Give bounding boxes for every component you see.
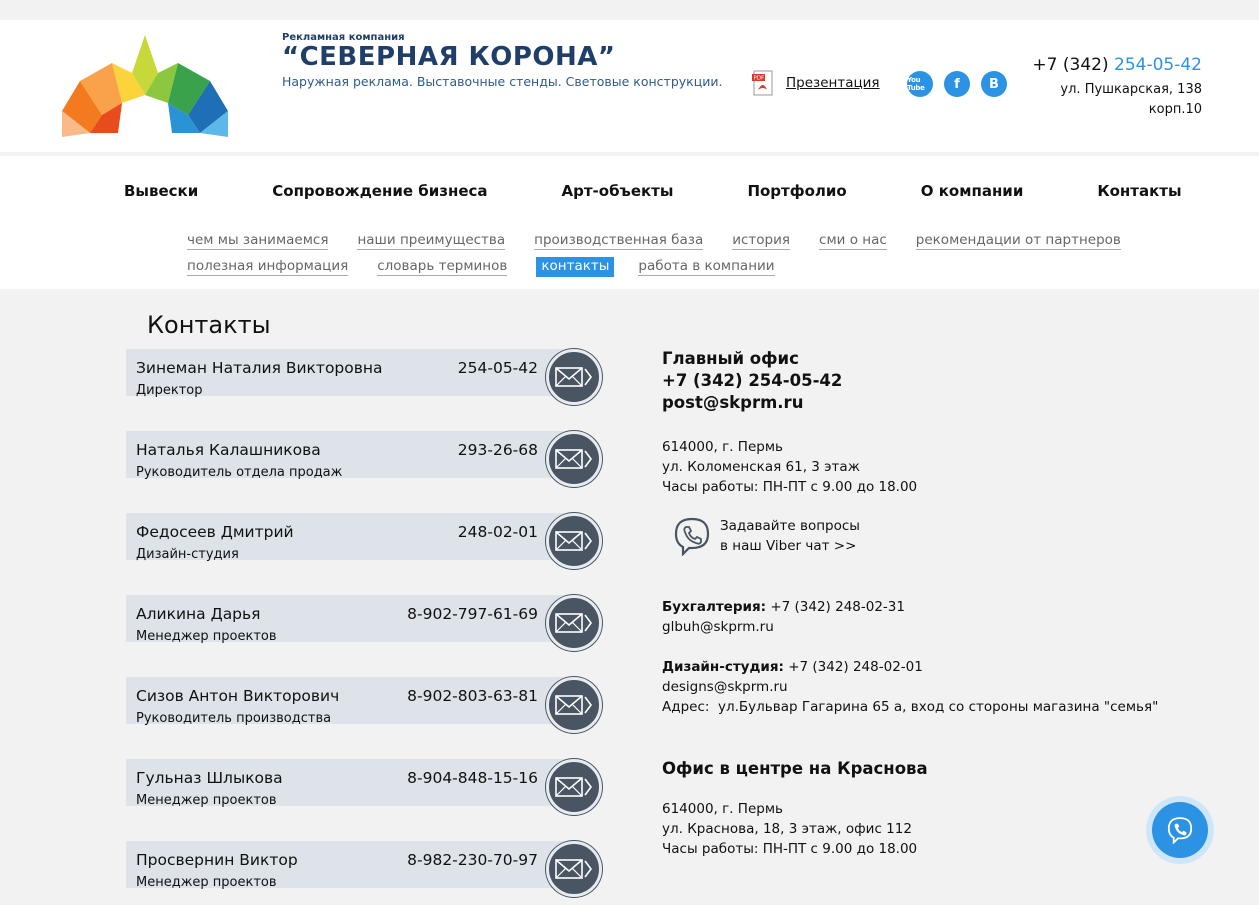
main-office-street: ул. Коломенская 61, 3 этаж [662,459,860,475]
main-office-title: Главный офис [662,349,799,368]
contact-card [126,431,602,487]
header-phone[interactable] [1032,55,1202,75]
accounting-email[interactable]: glbuh@skprm.ru [662,619,774,635]
header-address-line2: корп.10 [1148,102,1202,117]
contact-card [126,841,602,897]
contact-name: Федосеев Дмитрий [136,523,294,541]
contact-name: Зинеман Наталия Викторовна [136,359,383,377]
page-title: Контакты [147,311,271,339]
viber-icon [672,516,712,556]
accounting-line [662,597,905,617]
header-phone-prefix: +7 (342) [1032,55,1109,75]
main-office-city: 614000, г. Пермь [662,439,783,455]
vk-icon[interactable]: B [981,71,1007,97]
submenu-item-production[interactable]: производственная база [534,232,704,248]
send-mail-button[interactable] [546,431,602,487]
submenu-item-contacts-active[interactable]: контакты [536,257,614,277]
submenu-row-2 [187,257,804,277]
brand-small: Рекламная компания [282,32,405,43]
center-office-street: ул. Краснова, 18, 3 этаж, офис 112 [662,821,912,837]
send-mail-button[interactable] [546,677,602,733]
design-studio-phone[interactable]: +7 (342) 248-02-01 [788,659,923,675]
youtube-icon[interactable]: You Tube [907,71,933,97]
presentation-label[interactable]: Презентация [786,75,880,91]
navigation [0,156,1259,289]
envelope-icon [555,776,593,798]
contact-phone[interactable]: 248-02-01 [457,523,538,541]
accounting-label: Бухгалтерия: [662,599,767,615]
contact-name: Аликина Дарья [136,605,261,623]
main-office-email[interactable]: post@skprm.ru [662,393,804,412]
contact-card [126,677,602,733]
contact-name: Сизов Антон Викторович [136,687,340,705]
main-office-hours: Часы работы: ПН-ПТ с 9.00 до 18.00 [662,479,918,495]
send-mail-button[interactable] [546,595,602,651]
contact-name: Гульназ Шлыкова [136,769,283,787]
design-studio-label: Дизайн-студия: [662,659,784,675]
contact-role: Дизайн-студия [136,547,239,562]
menu-item-art-objects[interactable]: Арт-объекты [561,182,674,200]
contact-role: Руководитель отдела продаж [136,465,343,480]
header-address-line1: ул. Пушкарская, 138 [1060,82,1202,97]
submenu-row-1 [187,232,1150,250]
viber-chat-link[interactable] [672,516,860,556]
top-strip [0,0,1259,20]
viber-text [720,516,860,556]
menu-item-about[interactable]: О компании [920,182,1024,200]
contact-phone[interactable]: 8-982-230-70-97 [407,851,538,869]
contact-name: Наталья Калашникова [136,441,321,459]
menu-item-portfolio[interactable]: Портфолио [747,182,847,200]
facebook-icon[interactable]: f [944,71,970,97]
contact-role: Менеджер проектов [136,875,277,890]
submenu-item-history[interactable]: история [732,232,791,248]
social-links [907,71,1007,97]
submenu-item-media[interactable]: сми о нас [819,232,887,248]
header-address [1060,80,1202,120]
contact-card [126,595,602,651]
center-office-hours: Часы работы: ПН-ПТ с 9.00 до 18.00 [662,841,918,857]
contact-role: Менеджер проектов [136,629,277,644]
menu-item-business-support[interactable]: Сопровождение бизнеса [272,182,488,200]
menu-item-contacts[interactable]: Контакты [1097,182,1182,200]
header-phone-number: 254-05-42 [1114,55,1202,75]
send-mail-button[interactable] [546,349,602,405]
center-office-title: Офис в центре на Краснова [662,759,928,778]
contact-phone[interactable]: 293-26-68 [457,441,538,459]
floating-viber-button[interactable] [1146,796,1214,864]
accounting-phone[interactable]: +7 (342) 248-02-31 [770,599,905,615]
viber-line2: в наш Viber чат >> [720,538,857,554]
contact-name: Просвернин Виктор [136,851,298,869]
contact-role: Директор [136,383,203,398]
send-mail-button[interactable] [546,841,602,897]
submenu-item-useful-info[interactable]: полезная информация [187,258,349,274]
contact-card [126,513,602,569]
brand-tagline: Наружная реклама. Выставочные стенды. Световые конструкции. [282,74,723,89]
contact-role: Руководитель производства [136,711,332,726]
site-header [0,20,1259,152]
envelope-icon [555,858,593,880]
center-office-city: 614000, г. Пермь [662,801,783,817]
envelope-icon [555,448,593,470]
submenu-item-careers[interactable]: работа в компании [638,258,775,274]
main-menu [124,182,1182,200]
floating-viber-inner [1152,802,1208,858]
submenu-item-what-we-do[interactable]: чем мы занимаемся [187,232,329,248]
submenu-item-recommendations[interactable]: рекомендации от партнеров [915,232,1121,248]
envelope-icon [555,366,593,388]
contact-card [126,349,602,405]
pdf-icon-label: PDF [753,75,765,82]
contact-phone[interactable]: 254-05-42 [457,359,538,377]
viber-float-icon [1166,816,1194,844]
viber-line1: Задавайте вопросы [720,518,860,534]
design-studio-email[interactable]: designs@skprm.ru [662,679,788,695]
contact-phone[interactable]: 8-902-797-61-69 [407,605,538,623]
contact-card [126,759,602,815]
send-mail-button[interactable] [546,513,602,569]
design-studio-line [662,657,923,677]
contact-phone[interactable]: 8-904-848-15-16 [407,769,538,787]
logo[interactable] [60,33,230,138]
presentation-link[interactable] [752,70,880,96]
main-office-phone[interactable]: +7 (342) 254-05-42 [662,371,843,390]
submenu-item-glossary[interactable]: словарь терминов [377,258,508,274]
envelope-icon [555,612,593,634]
pdf-icon [752,70,774,96]
brand-title[interactable]: “СЕВЕРНАЯ КОРОНА” [282,42,616,72]
contact-role: Менеджер проектов [136,793,277,808]
envelope-icon [555,694,593,716]
contact-phone[interactable]: 8-902-803-63-81 [407,687,538,705]
menu-item-signs[interactable]: Вывески [124,182,199,200]
send-mail-button[interactable] [546,759,602,815]
design-studio-address: Адрес: ул.Бульвар Гагарина 65 а, вход со стороны магазина "семья" [662,699,1159,715]
envelope-icon [555,530,593,552]
submenu-item-advantages[interactable]: наши преимущества [357,232,506,248]
